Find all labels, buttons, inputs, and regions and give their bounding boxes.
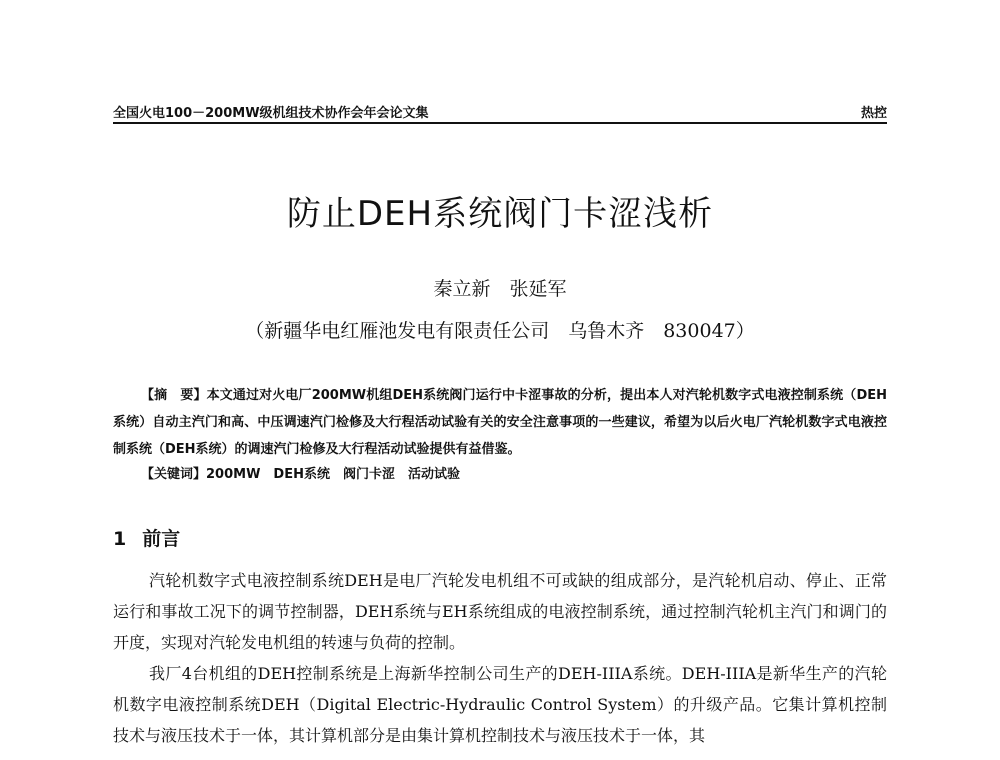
abstract [113,382,887,463]
running-header [113,100,887,124]
keywords-label: 【关键词】 [141,467,207,482]
keywords [141,463,887,482]
body-paragraph: 我厂4台机组的DEH控制系统是上海新华控制公司生产的DEH-IIIA系统。DEH-IIIA是新华生产的汽轮机数字电液控制系统DEH（Digital Electric-Hydraulic Control System）的升级产品。它集计算机控制技术与液压技术于一体，其计算机部分是由集计算机控制技术与液压技术于一体，其 [113,664,887,745]
proceedings-title: 全国火电100－200MW级机组技术协作会年会论文集 [113,106,429,121]
section-tag: 热控 [860,106,887,121]
affiliation: （新疆华电红雁池发电有限责任公司 乌鲁木齐 830047） [245,320,755,342]
abstract-text: 本文通过对火电厂200MW机组DEH系统阀门运行中卡涩事故的分析，提出本人对汽轮机数字式电液控制系统（DEH系统）自动主汽门和高、中压调速汽门检修及大行程活动试验有关的安全注意事项的一些建议，希望为以后火电厂汽轮机数字式电液控制系统（DEH系统）的调速汽门检修及大行程活动试验提供有益借鉴。 [113,388,887,457]
abstract-label: 【摘 要】 [141,388,207,403]
section-heading [113,524,180,551]
keywords-text: 200MW DEH系统 阀门卡涩 活动试验 [206,467,460,482]
section-title: 前言 [142,528,181,550]
paper-title: 防止DEH系统阀门卡涩浅析 [286,194,714,234]
section-number: 1 [113,528,127,550]
authors: 秦立新 张延军 [433,278,567,300]
body-paragraph: 汽轮机数字式电液控制系统DEH是电厂汽轮发电机组不可或缺的组成部分，是汽轮机启动、停止、正常运行和事故工况下的调节控制器，DEH系统与EH系统组成的电液控制系统，通过控制汽轮机主汽门和调门的开度，实现对汽轮发电机组的转速与负荷的控制。 [113,571,887,652]
